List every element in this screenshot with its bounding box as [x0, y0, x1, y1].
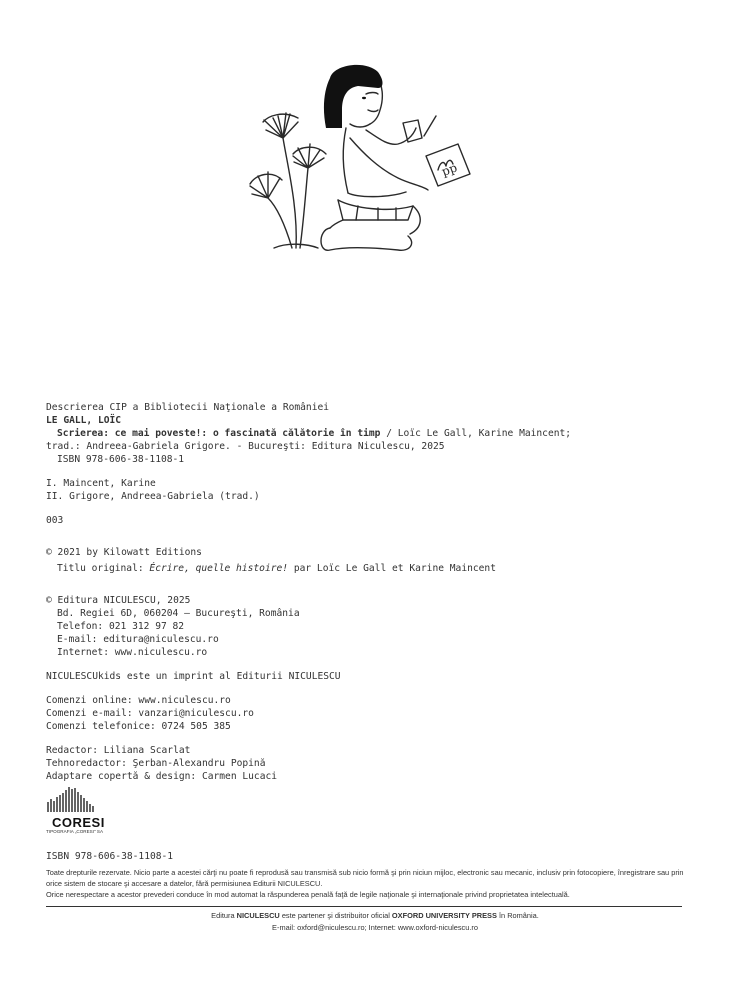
scribe-illustration [238, 58, 478, 268]
coresi-logo [46, 786, 116, 834]
footer-pre: Editura [211, 911, 237, 920]
cip-entry-1: I. Maincent, Karine [46, 478, 156, 489]
orders-online: Comenzi online: www.niculescu.ro [46, 695, 231, 706]
coresi-logo-name: CORESI [52, 815, 105, 830]
footer-oup: OXFORD UNIVERSITY PRESS [391, 911, 497, 920]
cip-author: LE GALL, LOÏC [46, 415, 122, 426]
cip-title [57, 427, 571, 440]
isbn: ISBN 978-606-38-1108-1 [46, 851, 174, 862]
original-copyright: © 2021 by Kilowatt Editions [46, 547, 202, 558]
legal-line-3: Orice nerespectare a acestor prevederi conduce în mod automat la răspunderea penală faţă de legile naţionale şi internaţionale privind proprietatea intelectuală. [46, 890, 570, 899]
orders-email: Comenzi e-mail: vanzari@niculescu.ro [46, 708, 254, 719]
coresi-logo-bars [46, 786, 116, 812]
original-title-label: Titlu original: [57, 563, 150, 574]
cip-title-rest: / Loïc Le Gall, Karine Maincent; [380, 428, 572, 439]
footer-divider [46, 906, 682, 907]
coresi-logo-tagline: TIPOGRAFIA „CORESI" SA [46, 829, 104, 834]
credit-editor: Redactor: Liliana Scarlat [46, 745, 191, 756]
credit-design: Adaptare copertă & design: Carmen Lucaci [46, 771, 278, 782]
credit-tech-editor: Tehnoredactor: Şerban-Alexandru Popină [46, 758, 266, 769]
cip-title-bold: Scrierea: ce mai poveste!: o fascinată călătorie în timp [57, 428, 381, 439]
footer-mid: este partener şi distribuitor oficial [279, 911, 392, 920]
cip-header: Descrierea CIP a Bibliotecii Naţionale a României [46, 402, 330, 413]
cip-classification: 003 [46, 515, 64, 526]
cip-entry-2: II. Grigore, Andreea-Gabriela (trad.) [46, 491, 260, 502]
paper-letters: pp [439, 160, 459, 179]
original-title-authors: par Loïc Le Gall et Karine Maincent [288, 563, 496, 574]
footer-partner [0, 911, 750, 920]
publisher-copyright: © Editura NICULESCU, 2025 [46, 595, 191, 606]
cip-translation: trad.: Andreea-Gabriela Grigore. - Bucureşti: Editura Niculescu, 2025 [46, 441, 445, 452]
publisher-internet: Internet: www.niculescu.ro [57, 647, 208, 658]
legal-line-2: orice sistem de stocare şi accesare a datelor, fără permisiunea Editurii NICULESCU. [46, 879, 323, 888]
publisher-email: E-mail: editura@niculescu.ro [57, 634, 219, 645]
legal-line-1: Toate drepturile rezervate. Nicio parte a acestei cărţi nu poate fi reprodusă sau transmisă sub nicio formă şi prin niciun mijloc, electronic sau mecanic, inclusiv prin fotocopiere, înregistrare sau prin [46, 868, 684, 877]
orders-phone: Comenzi telefonice: 0724 505 385 [46, 721, 231, 732]
cip-isbn: ISBN 978-606-38-1108-1 [57, 454, 185, 465]
imprint-note: NICULESCUkids este un imprint al Editurii NICULESCU [46, 671, 341, 682]
footer-contact: E-mail: oxford@niculescu.ro; Internet: www.oxford-niculescu.ro [272, 923, 478, 932]
publisher-phone: Telefon: 021 312 97 82 [57, 621, 185, 632]
footer-post: în România. [496, 911, 539, 920]
original-title-italic: Écrire, quelle histoire! [149, 563, 289, 574]
original-title [57, 562, 496, 575]
publisher-address: Bd. Regiei 6D, 060204 – Bucureşti, România [57, 608, 300, 619]
footer-publisher: NICULESCU [236, 911, 280, 920]
